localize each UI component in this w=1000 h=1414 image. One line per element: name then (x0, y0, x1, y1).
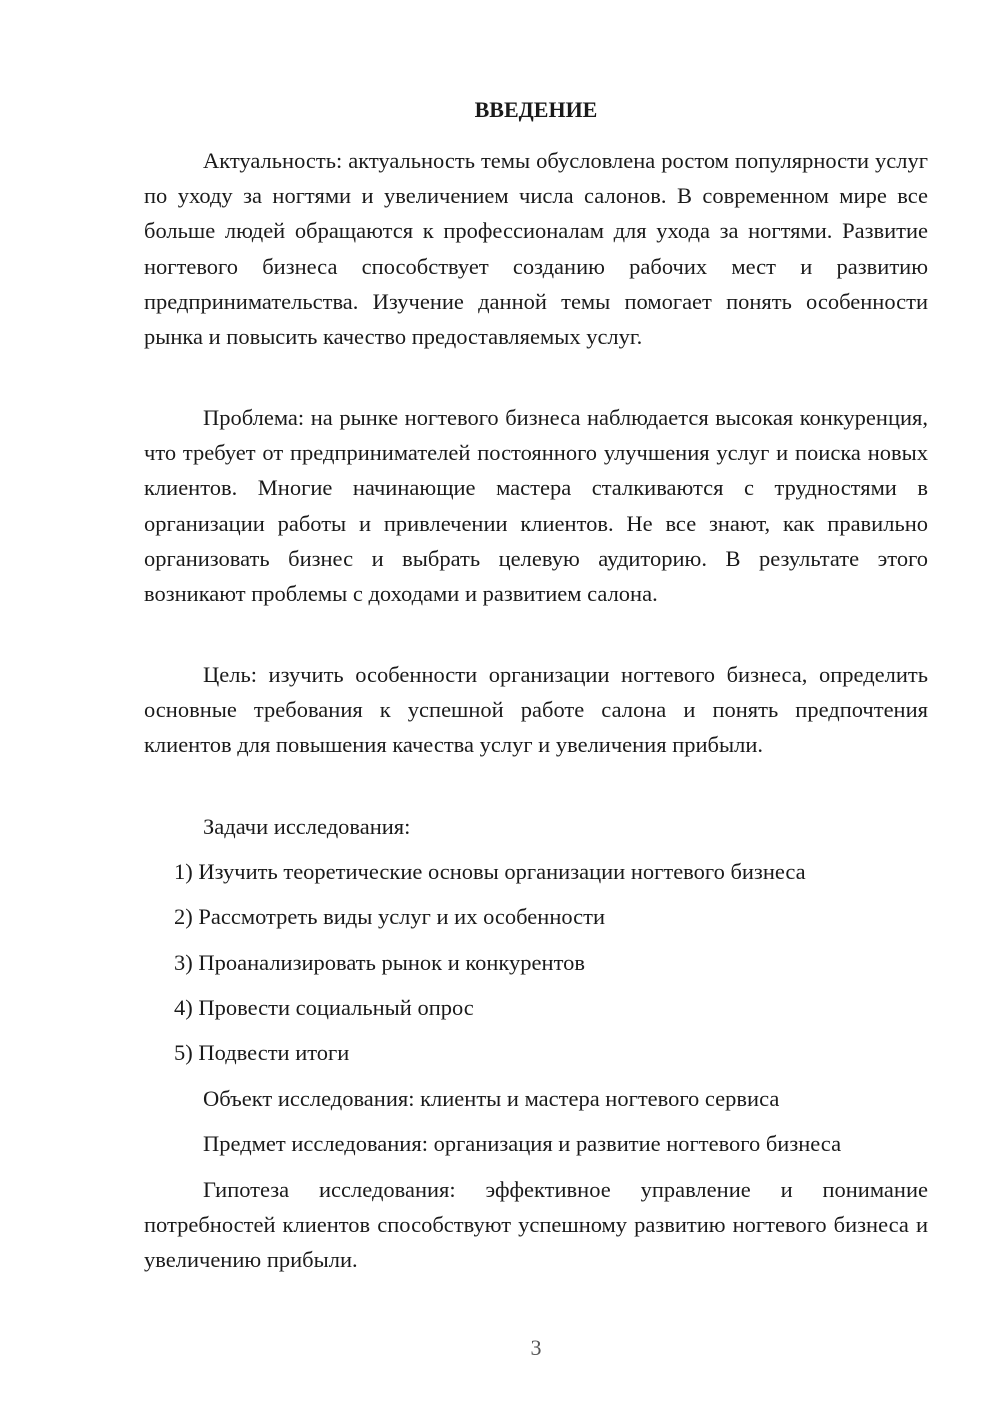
task-item-4: 4) Провести социальный опрос (174, 995, 474, 1020)
paragraph-subject: Предмет исследования: организация и развитие ногтевого бизнеса (203, 1131, 842, 1156)
paragraph-relevance: Актуальность: актуальность темы обусловлена ростом популярности услуг по уходу за ногтями и увеличением числа салонов. В современном мире все больше людей обращаются к профессионалам для ухода за ногтями. Развитие ногтевого бизнеса способствует созданию рабочих мест и развитию предпринимательства. Изучение данной темы помогает понять особенности рынка и повысить качество предоставляемых услуг. (144, 148, 928, 350)
paragraph-object: Объект исследования: клиенты и мастера ногтевого сервиса (203, 1086, 780, 1111)
paragraph-tasks-title: Задачи исследования: (203, 814, 411, 839)
paragraph-goal: Цель: изучить особенности организации ногтевого бизнеса, определить основные требования к успешной работе салона и понять предпочтения клиентов для повышения качества услуг и увеличения прибыли. (144, 662, 928, 758)
page-title: ВВЕДЕНИЕ (474, 97, 598, 122)
task-item-3: 3) Проанализировать рынок и конкурентов (174, 950, 585, 975)
task-item-5: 5) Подвести итоги (174, 1040, 350, 1065)
task-item-1: 1) Изучить теоретические основы организации ногтевого бизнеса (174, 859, 806, 884)
paragraph-hypothesis: Гипотеза исследования: эффективное управление и понимание потребностей клиентов способствуют успешному развитию ногтевого бизнеса и увеличению прибыли. (144, 1177, 928, 1273)
paragraph-problem: Проблема: на рынке ногтевого бизнеса наблюдается высокая конкуренция, что требует от предпринимателей постоянного улучшения услуг и поиска новых клиентов. Многие начинающие мастера сталкиваются с трудностями в организации работы и привлечении клиентов. Не все знают, как правильно организовать бизнес и выбрать целевую аудиторию. В результате этого возникают проблемы с доходами и развитием салона. (144, 405, 928, 607)
task-item-2: 2) Рассмотреть виды услуг и их особенности (174, 904, 606, 929)
page-number: 3 (530, 1335, 542, 1360)
